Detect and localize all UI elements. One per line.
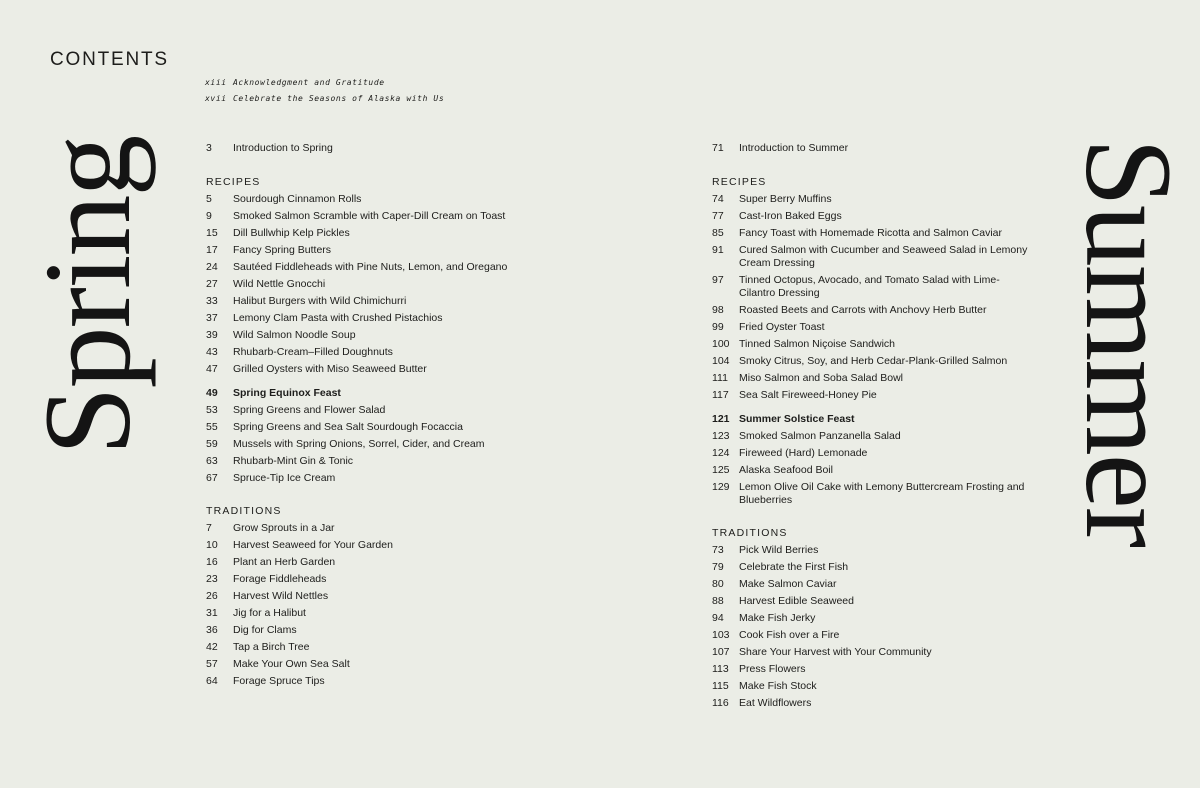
page-number: xvii <box>205 94 227 103</box>
page-number: 57 <box>206 658 218 670</box>
summer-toc-column <box>712 140 1032 712</box>
page-number: 107 <box>712 646 730 658</box>
entry-title: Harvest Edible Seaweed <box>739 595 854 607</box>
page-number: 23 <box>206 573 218 585</box>
feast-recipe-entry[interactable] <box>206 470 526 487</box>
page-number: 74 <box>712 193 724 205</box>
summer-recipes-list <box>712 191 1032 404</box>
page-number: 9 <box>206 210 212 222</box>
page-number: 91 <box>712 244 724 256</box>
spring-season-label: Spring <box>19 136 156 456</box>
spring-traditions-list <box>206 520 526 690</box>
entry-title: Smoky Citrus, Soy, and Herb Cedar-Plank-Grilled Salmon <box>739 355 1008 367</box>
page-number: 88 <box>712 595 724 607</box>
tradition-entry[interactable] <box>206 537 526 554</box>
recipe-entry[interactable] <box>206 225 526 242</box>
feast-recipe-entry[interactable] <box>712 428 1032 445</box>
entry-title: Dill Bullwhip Kelp Pickles <box>233 227 350 239</box>
recipe-entry[interactable] <box>206 208 526 225</box>
front-matter-item[interactable] <box>205 75 444 91</box>
entry-title: Plant an Herb Garden <box>233 556 336 568</box>
tradition-entry[interactable] <box>206 571 526 588</box>
page-number: 113 <box>712 663 729 675</box>
feast-recipe-entry[interactable] <box>712 445 1032 462</box>
summer-traditions-heading: TRADITIONS <box>712 527 788 539</box>
entry-title: Sourdough Cinnamon Rolls <box>233 193 362 205</box>
page-number: 111 <box>712 372 728 384</box>
entry-title: Harvest Seaweed for Your Garden <box>233 539 393 551</box>
entry-title: Pick Wild Berries <box>739 544 819 556</box>
summer-traditions-list <box>712 542 1032 712</box>
front-matter-item[interactable] <box>205 91 444 107</box>
entry-title: Fried Oyster Toast <box>739 321 825 333</box>
page-number: 27 <box>206 278 218 290</box>
entry-title: Fancy Toast with Homemade Ricotta and Salmon Caviar <box>739 227 1003 239</box>
recipe-entry[interactable] <box>206 310 526 327</box>
entry-title: Tap a Birch Tree <box>233 641 310 653</box>
entry-title: Tinned Octopus, Avocado, and Tomato Salad with Lime-Cilantro Dressing <box>739 274 1000 299</box>
page-number: 39 <box>206 329 218 341</box>
entry-title: Grow Sprouts in a Jar <box>233 522 335 534</box>
recipe-entry[interactable] <box>206 293 526 310</box>
recipe-entry[interactable] <box>712 336 1032 353</box>
entry-title: Cook Fish over a Fire <box>739 629 840 641</box>
entry-title: Alaska Seafood Boil <box>739 464 833 476</box>
entry-title: Celebrate the Seasons of Alaska with Us <box>233 94 445 103</box>
feast-recipe-entry[interactable] <box>206 453 526 470</box>
tradition-entry[interactable] <box>712 627 1032 644</box>
entry-title: Halibut Burgers with Wild Chimichurri <box>233 295 407 307</box>
entry-title: Share Your Harvest with Your Community <box>739 646 932 658</box>
recipe-entry[interactable] <box>712 302 1032 319</box>
spring-recipes-list <box>206 191 526 378</box>
tradition-entry[interactable] <box>712 695 1032 712</box>
tradition-entry[interactable] <box>712 610 1032 627</box>
entry-title: Miso Salmon and Soba Salad Bowl <box>739 372 904 384</box>
page-number: 36 <box>206 624 218 636</box>
entry-title: Sea Salt Fireweed-Honey Pie <box>739 389 877 401</box>
page-number: 10 <box>206 539 218 551</box>
entry-title: Fancy Spring Butters <box>233 244 332 256</box>
entry-title: Introduction to Summer <box>739 142 849 154</box>
entry-title: Rhubarb-Mint Gin & Tonic <box>233 455 354 467</box>
page-number: 77 <box>712 210 724 222</box>
entry-title: Spring Equinox Feast <box>233 387 341 399</box>
page-number: 99 <box>712 321 724 333</box>
page-number: 100 <box>712 338 730 350</box>
feast-recipe-entry[interactable] <box>206 436 526 453</box>
page-number: 7 <box>206 522 212 534</box>
tradition-entry[interactable] <box>206 622 526 639</box>
entry-title: Wild Nettle Gnocchi <box>233 278 326 290</box>
recipe-entry[interactable] <box>206 327 526 344</box>
page-number: 115 <box>712 680 729 692</box>
entry-title: Rhubarb-Cream–Filled Doughnuts <box>233 346 393 358</box>
entry-title: Mussels with Spring Onions, Sorrel, Cider, and Cream <box>233 438 485 450</box>
page-number: 17 <box>206 244 218 256</box>
page-number: 124 <box>712 447 730 459</box>
summer-feast-recipes-list <box>712 428 1032 509</box>
entry-title: Harvest Wild Nettles <box>233 590 329 602</box>
recipe-entry[interactable] <box>206 191 526 208</box>
tradition-entry[interactable] <box>712 644 1032 661</box>
entry-title: Celebrate the First Fish <box>739 561 849 573</box>
page-number: 94 <box>712 612 724 624</box>
page-number: xiii <box>205 78 227 87</box>
entry-title: Make Fish Stock <box>739 680 817 692</box>
entry-title: Super Berry Muffins <box>739 193 832 205</box>
page-number: 67 <box>206 472 218 484</box>
page-number: 26 <box>206 590 218 602</box>
recipe-entry[interactable] <box>206 259 526 276</box>
entry-title: Make Your Own Sea Salt <box>233 658 350 670</box>
page-number: 37 <box>206 312 218 324</box>
page-number: 97 <box>712 274 724 286</box>
page-number: 33 <box>206 295 218 307</box>
tradition-entry[interactable] <box>206 673 526 690</box>
page-number: 5 <box>206 193 212 205</box>
feast-recipe-entry[interactable] <box>712 462 1032 479</box>
recipe-entry[interactable] <box>712 208 1032 225</box>
page-number: 125 <box>712 464 730 476</box>
page-number: 24 <box>206 261 218 273</box>
entry-title: Smoked Salmon Scramble with Caper-Dill Cream on Toast <box>233 210 506 222</box>
entry-title: Tinned Salmon Niçoise Sandwich <box>739 338 896 350</box>
recipe-entry[interactable] <box>712 370 1032 387</box>
entry-title: Sautéed Fiddleheads with Pine Nuts, Lemon, and Oregano <box>233 261 508 273</box>
entry-title: Introduction to Spring <box>233 142 333 154</box>
entry-title: Press Flowers <box>739 663 806 675</box>
entry-title: Spring Greens and Flower Salad <box>233 404 386 416</box>
page-number: 42 <box>206 641 218 653</box>
tradition-entry[interactable] <box>206 588 526 605</box>
spring-feast-entry[interactable] <box>206 385 526 402</box>
page-number: 85 <box>712 227 724 239</box>
entry-title: Grilled Oysters with Miso Seaweed Butter <box>233 363 427 375</box>
recipe-entry[interactable] <box>712 319 1032 336</box>
page-number: 98 <box>712 304 724 316</box>
recipe-entry[interactable] <box>712 353 1032 370</box>
page-number: 47 <box>206 363 218 375</box>
entry-title: Fireweed (Hard) Lemonade <box>739 447 868 459</box>
page-title: CONTENTS <box>50 48 169 70</box>
page-number: 71 <box>712 142 724 154</box>
entry-title: Lemon Olive Oil Cake with Lemony Buttercream Frosting and Blueberries <box>739 481 1025 506</box>
feast-recipe-entry[interactable] <box>206 419 526 436</box>
page-number: 104 <box>712 355 730 367</box>
page-number: 55 <box>206 421 218 433</box>
tradition-entry[interactable] <box>712 661 1032 678</box>
page-number: 103 <box>712 629 730 641</box>
page-number: 64 <box>206 675 218 687</box>
recipe-entry[interactable] <box>712 242 1032 272</box>
summer-recipes-heading: RECIPES <box>712 176 767 188</box>
recipe-entry[interactable] <box>712 387 1032 404</box>
page-number: 49 <box>206 387 218 399</box>
page-number: 16 <box>206 556 218 568</box>
spring-traditions-heading: TRADITIONS <box>206 505 282 517</box>
tradition-entry[interactable] <box>206 656 526 673</box>
entry-title: Cast-Iron Baked Eggs <box>739 210 842 222</box>
recipe-entry[interactable] <box>712 225 1032 242</box>
page-number: 63 <box>206 455 218 467</box>
tradition-entry[interactable] <box>712 678 1032 695</box>
entry-title: Acknowledgment and Gratitude <box>233 78 385 87</box>
feast-recipe-entry[interactable] <box>712 479 1032 509</box>
recipe-entry[interactable] <box>712 191 1032 208</box>
page-number: 80 <box>712 578 724 590</box>
entry-title: Smoked Salmon Panzanella Salad <box>739 430 901 442</box>
entry-title: Dig for Clams <box>233 624 297 636</box>
tradition-entry[interactable] <box>206 554 526 571</box>
page-number: 15 <box>206 227 218 239</box>
summer-feast-entry[interactable] <box>712 411 1032 428</box>
page-number: 3 <box>206 142 212 154</box>
entry-title: Forage Fiddleheads <box>233 573 327 585</box>
recipe-entry[interactable] <box>206 344 526 361</box>
page-number: 43 <box>206 346 218 358</box>
spring-intro-entry[interactable] <box>206 140 526 157</box>
entry-title: Wild Salmon Noodle Soup <box>233 329 356 341</box>
recipe-entry[interactable] <box>206 242 526 259</box>
tradition-entry[interactable] <box>712 576 1032 593</box>
page-number: 73 <box>712 544 724 556</box>
tradition-entry[interactable] <box>206 520 526 537</box>
page-number: 79 <box>712 561 724 573</box>
summer-season-label: Summer <box>1060 137 1197 547</box>
entry-title: Jig for a Halibut <box>233 607 306 619</box>
entry-title: Summer Solstice Feast <box>739 413 855 425</box>
entry-title: Make Salmon Caviar <box>739 578 837 590</box>
entry-title: Make Fish Jerky <box>739 612 816 624</box>
entry-title: Roasted Beets and Carrots with Anchovy Herb Butter <box>739 304 987 316</box>
entry-title: Lemony Clam Pasta with Crushed Pistachios <box>233 312 443 324</box>
summer-intro-entry[interactable] <box>712 140 1032 157</box>
spring-feast-recipes-list <box>206 402 526 487</box>
entry-title: Eat Wildflowers <box>739 697 812 709</box>
recipe-entry[interactable] <box>712 272 1032 302</box>
tradition-entry[interactable] <box>712 559 1032 576</box>
entry-title: Spruce-Tip Ice Cream <box>233 472 336 484</box>
feast-recipe-entry[interactable] <box>206 402 526 419</box>
page-number: 121 <box>712 413 730 425</box>
entry-title: Forage Spruce Tips <box>233 675 325 687</box>
spring-recipes-heading: RECIPES <box>206 176 261 188</box>
recipe-entry[interactable] <box>206 361 526 378</box>
front-matter-list <box>205 75 444 107</box>
recipe-entry[interactable] <box>206 276 526 293</box>
tradition-entry[interactable] <box>712 593 1032 610</box>
page-number: 129 <box>712 481 730 493</box>
spring-toc-column <box>206 140 526 690</box>
page-number: 31 <box>206 607 218 619</box>
tradition-entry[interactable] <box>206 605 526 622</box>
tradition-entry[interactable] <box>712 542 1032 559</box>
page-number: 117 <box>712 389 729 401</box>
page-number: 123 <box>712 430 730 442</box>
page-number: 53 <box>206 404 218 416</box>
entry-title: Spring Greens and Sea Salt Sourdough Focaccia <box>233 421 463 433</box>
entry-title: Cured Salmon with Cucumber and Seaweed Salad in Lemony Cream Dressing <box>739 244 1028 269</box>
page-number: 59 <box>206 438 218 450</box>
page-number: 116 <box>712 697 729 709</box>
tradition-entry[interactable] <box>206 639 526 656</box>
